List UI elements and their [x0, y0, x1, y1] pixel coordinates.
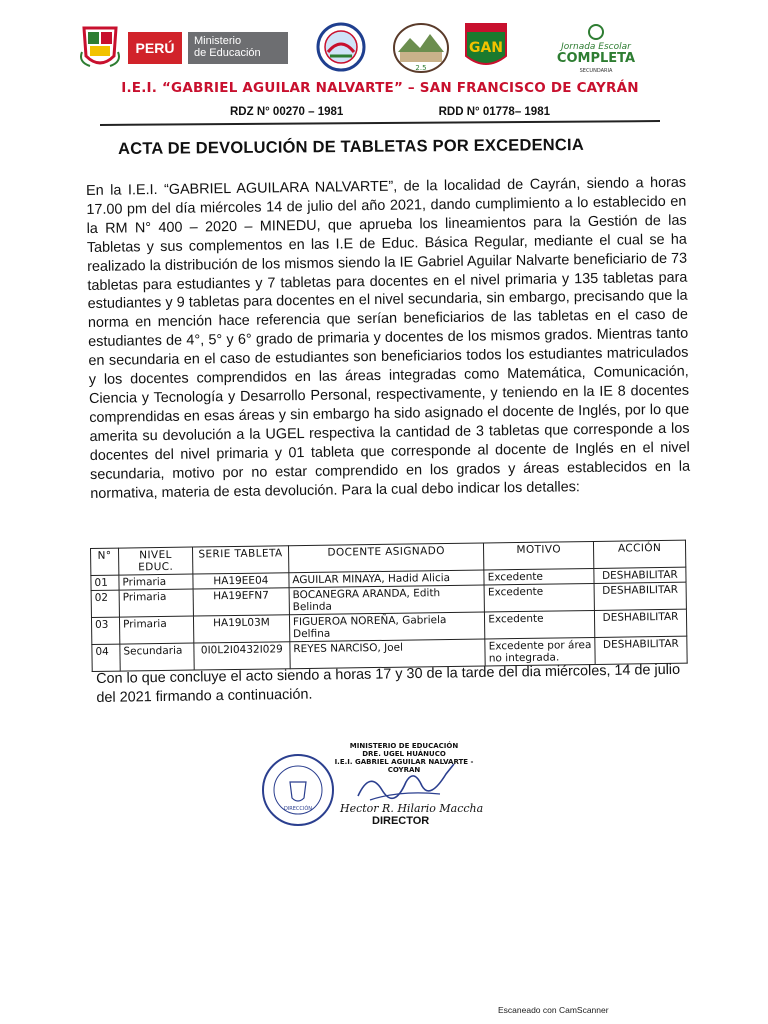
table-cell: 0I0L2I0432I029 — [194, 642, 290, 670]
school-name: I.E.I. “GABRIEL AGUILAR NALVARTE” – SAN FRANCISCO DE CAYRÁN — [121, 80, 639, 96]
director-title: DIRECTOR — [372, 815, 430, 827]
rdd-number: RDD N° 01778– 1981 — [438, 106, 550, 118]
column-header: DOCENTE ASIGNADO — [288, 543, 484, 573]
closing-paragraph: Con lo que concluye el acto siendo a horas 17 y 30 de la tarde del dia miércoles, 14 de julio del 2021 firmando a continuación. — [96, 661, 681, 706]
table-cell: Primaria — [119, 574, 193, 590]
jec-logo-icon — [546, 22, 646, 78]
table-cell: 04 — [92, 644, 120, 671]
rdz-number: RDZ N° 00270 – 1981 — [230, 106, 344, 118]
table-cell: 02 — [91, 590, 119, 617]
column-header: ACCIÓN — [593, 540, 685, 568]
table-cell: Excedente — [485, 610, 595, 639]
table-cell: 03 — [91, 617, 119, 644]
svg-text:COMPLETA: COMPLETA — [556, 51, 636, 66]
table-cell: DESHABILITAR — [594, 609, 686, 637]
document-title: ACTA DE DEVOLUCIÓN DE TABLETAS POR EXCEDENCIA — [118, 135, 584, 158]
school-crest-icon — [392, 22, 450, 74]
table-cell: HA19L03M — [193, 615, 289, 643]
column-header: MOTIVO — [484, 541, 594, 570]
gan-logo-icon — [464, 22, 508, 72]
table-cell: BOCANEGRA ARANDA, Edith Belinda — [289, 585, 485, 615]
scanner-watermark: Escaneado con CamScanner — [498, 1005, 609, 1015]
header-divider — [100, 120, 660, 126]
table-cell: Primaria — [119, 616, 193, 644]
peru-label: PERÚ — [128, 32, 182, 64]
round-school-stamp-icon — [260, 752, 336, 828]
table-cell: DESHABILITAR — [594, 567, 686, 583]
director-name: Hector R. Hilario Maccha — [340, 802, 484, 815]
column-header: SERIE TABLETA — [192, 546, 288, 574]
svg-text:Jornada Escolar: Jornada Escolar — [561, 42, 631, 52]
national-shield-icon — [80, 22, 120, 72]
official-stamp: MINISTERIO DE EDUCACIÓN DRE. UGEL HUÁNUCO I.E.I. GABRIEL AGUILAR NALVARTE - COYRAN — [334, 742, 474, 774]
table-cell: Excedente — [484, 568, 594, 585]
table-cell: AGUILAR MINAYA, Hadid Alicia — [289, 570, 485, 588]
table-cell: 01 — [91, 575, 119, 590]
svg-text:DIRECCIÓN: DIRECCIÓN — [283, 806, 313, 812]
ugel-seal-icon — [316, 22, 366, 72]
column-header: N° — [91, 548, 119, 575]
resolution-numbers — [230, 106, 550, 118]
table-cell: DESHABILITAR — [595, 636, 687, 664]
header-logos — [80, 22, 640, 78]
table-cell: Excedente — [484, 583, 594, 612]
ministry-banner — [128, 32, 346, 64]
table-cell: Secundaria — [120, 643, 194, 671]
table-cell: HA19EE04 — [193, 573, 289, 589]
table-cell: REYES NARCISO, Joel — [290, 639, 486, 669]
table-cell: FIGUEROA NOREÑA, Gabriela Delfina — [289, 612, 485, 642]
svg-text:2.5: 2.5 — [415, 64, 427, 72]
ministry-label: Ministerio de Educación — [188, 32, 288, 64]
svg-text:SECUNDARIA: SECUNDARIA — [579, 68, 613, 74]
svg-text:GAN: GAN — [468, 40, 504, 56]
table-cell: Primaria — [119, 589, 193, 617]
body-paragraph: En la I.E.I. “GABRIEL AGUILARA NALVARTE”, de la localidad de Cayrán, siendo a horas 17.00 pm del día miércoles 14 de julio del año 2021, dando cumplimiento a lo establecido en la RM N° 400 – 2020 – MINEDU, que aprueba los lineamientos para la Gestión de las Tabletas y sus complementos en las I.E de Educ. Básica Regular, mediante el cual se ha realizado la distribución de los mismos siendo la IE Gabriel Aguilar Nalvarte beneficiario de 73 tabletas para estudiantes y 7 tabletas para docentes en el nivel primaria y 135 tabletas para estudiantes y 9 tabletas para docentes en el nivel secundaria, sin embargo, precisando que la norma en mención hace referencia que serían beneficiarios de las tabletas en el caso de estudiantes de 4°, 5° y 6° grado de primaria y docentes de los mismos grados. Mientras tanto en secundaria en el caso de estudiantes son beneficiarios todos los estudiantes matriculados y los docentes comprendidos en las áreas integradas como Matemática, Comunicación, Ciencia y Tecnología y Desarrollo Personal, respectivamente, y teniendo en la IE 8 docentes comprendidas en esas áreas y sin embargo ha sido asignado el docente de Inglés, por lo que amerita su devolución a la UGEL respectiva la cantidad de 3 tabletas que corresponde a los docentes del nivel primaria y 01 tableta que corresponde al docente de Inglés en el nivel secundaria, motivo por no estar comprendido en los grados y áreas establecidos en la normativa, materia de esta devolución. Para la cual debo indicar los detalles: — [86, 174, 691, 502]
table-cell: Excedente por área no integrada. — [485, 637, 595, 666]
table-cell: HA19EFN7 — [193, 588, 289, 616]
column-header: NIVEL EDUC. — [118, 547, 192, 575]
table-cell: DESHABILITAR — [594, 582, 686, 610]
tablet-table — [90, 540, 688, 672]
